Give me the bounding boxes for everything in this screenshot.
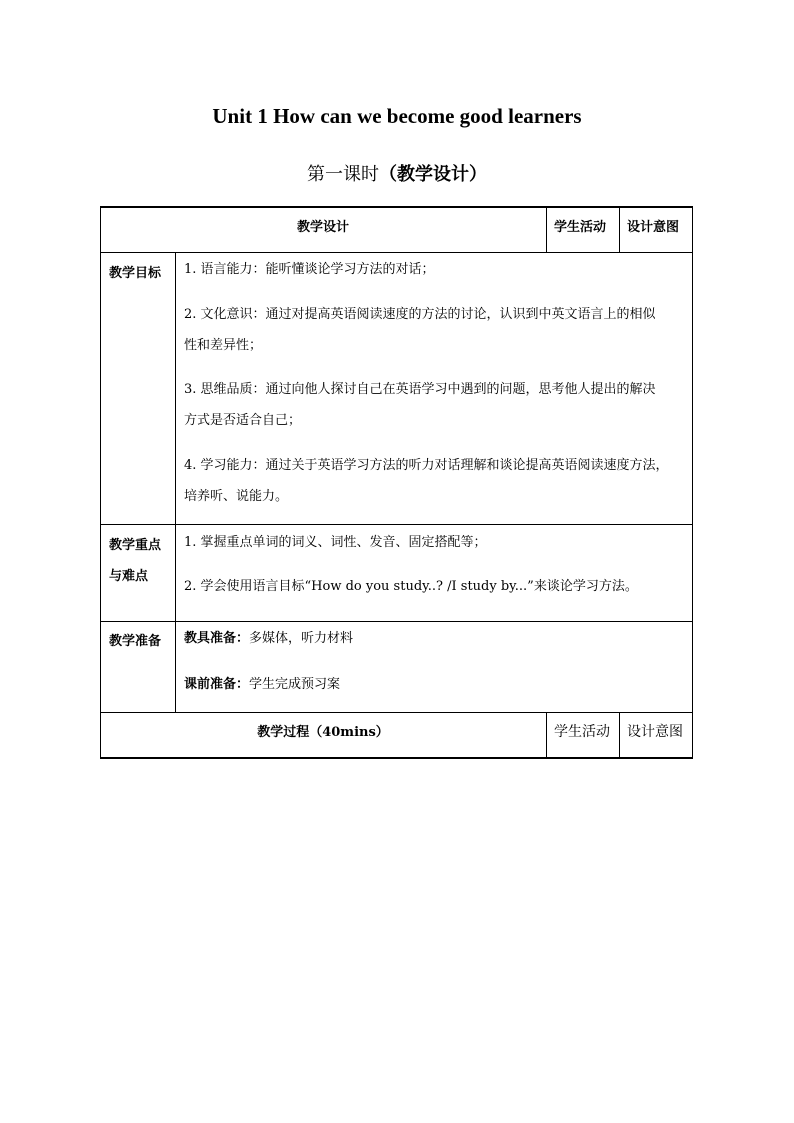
process-student-activity: 学生活动 (554, 724, 610, 740)
keypoints-label: 教学重点 (109, 538, 162, 553)
document-title: Unit 1 How can we become good learners (212, 104, 582, 128)
table-row-divider (100, 524, 693, 525)
objective-item: 方式是否适合自己； (184, 413, 302, 428)
preparation-tools (184, 629, 353, 649)
tools-label: 教具准备： (184, 631, 250, 646)
table-row-divider (100, 621, 693, 622)
objective-item: 培养听、说能力。 (184, 489, 289, 504)
objective-item: 性和差异性； (184, 338, 263, 353)
table-row-divider (100, 252, 693, 253)
objective-item: 1. 语言能力：能听懂谈论学习方法的对话； (184, 262, 435, 277)
table-col-divider (175, 252, 176, 712)
process-label: 教学过程（40mins） (257, 725, 389, 740)
keypoint-item: 1. 掌握重点单词的词义、词性、发音、固定搭配等； (184, 535, 487, 550)
keypoints-label: 与难点 (109, 569, 149, 584)
process-design-intent: 设计意图 (627, 724, 683, 740)
keypoint-item: 2. 学会使用语言目标“How do you study..? /I study by...”来谈论学习方法。 (184, 579, 638, 594)
table-col-divider (619, 713, 620, 758)
pre-label: 课前准备： (184, 677, 250, 692)
tools-value: 多媒体，听力材料 (249, 631, 354, 646)
table-col-divider (546, 713, 547, 758)
preparation-label: 教学准备 (109, 634, 162, 649)
preparation-pre (184, 675, 340, 695)
subtitle-bold: （教学设计） (379, 164, 487, 185)
objectives-label: 教学目标 (109, 266, 162, 281)
header-design-intent: 设计意图 (627, 220, 680, 235)
subtitle-prefix: 第一课时 (307, 164, 379, 185)
table-col-divider (619, 207, 620, 253)
objective-item: 4. 学习能力：通过关于英语学习方法的听力对话理解和谈论提高英语阅读速度方法， (184, 458, 669, 473)
objective-item: 2. 文化意识：通过对提高英语阅读速度的方法的讨论，认识到中英文语言上的相似 (184, 307, 656, 322)
table-col-divider (546, 207, 547, 253)
header-design: 教学设计 (296, 220, 349, 235)
header-student-activity: 学生活动 (554, 220, 607, 235)
objective-item: 3. 思维品质：通过向他人探讨自己在英语学习中遇到的问题，思考他人提出的解决 (184, 382, 656, 397)
pre-value: 学生完成预习案 (249, 677, 341, 692)
document-subtitle (0, 160, 794, 186)
